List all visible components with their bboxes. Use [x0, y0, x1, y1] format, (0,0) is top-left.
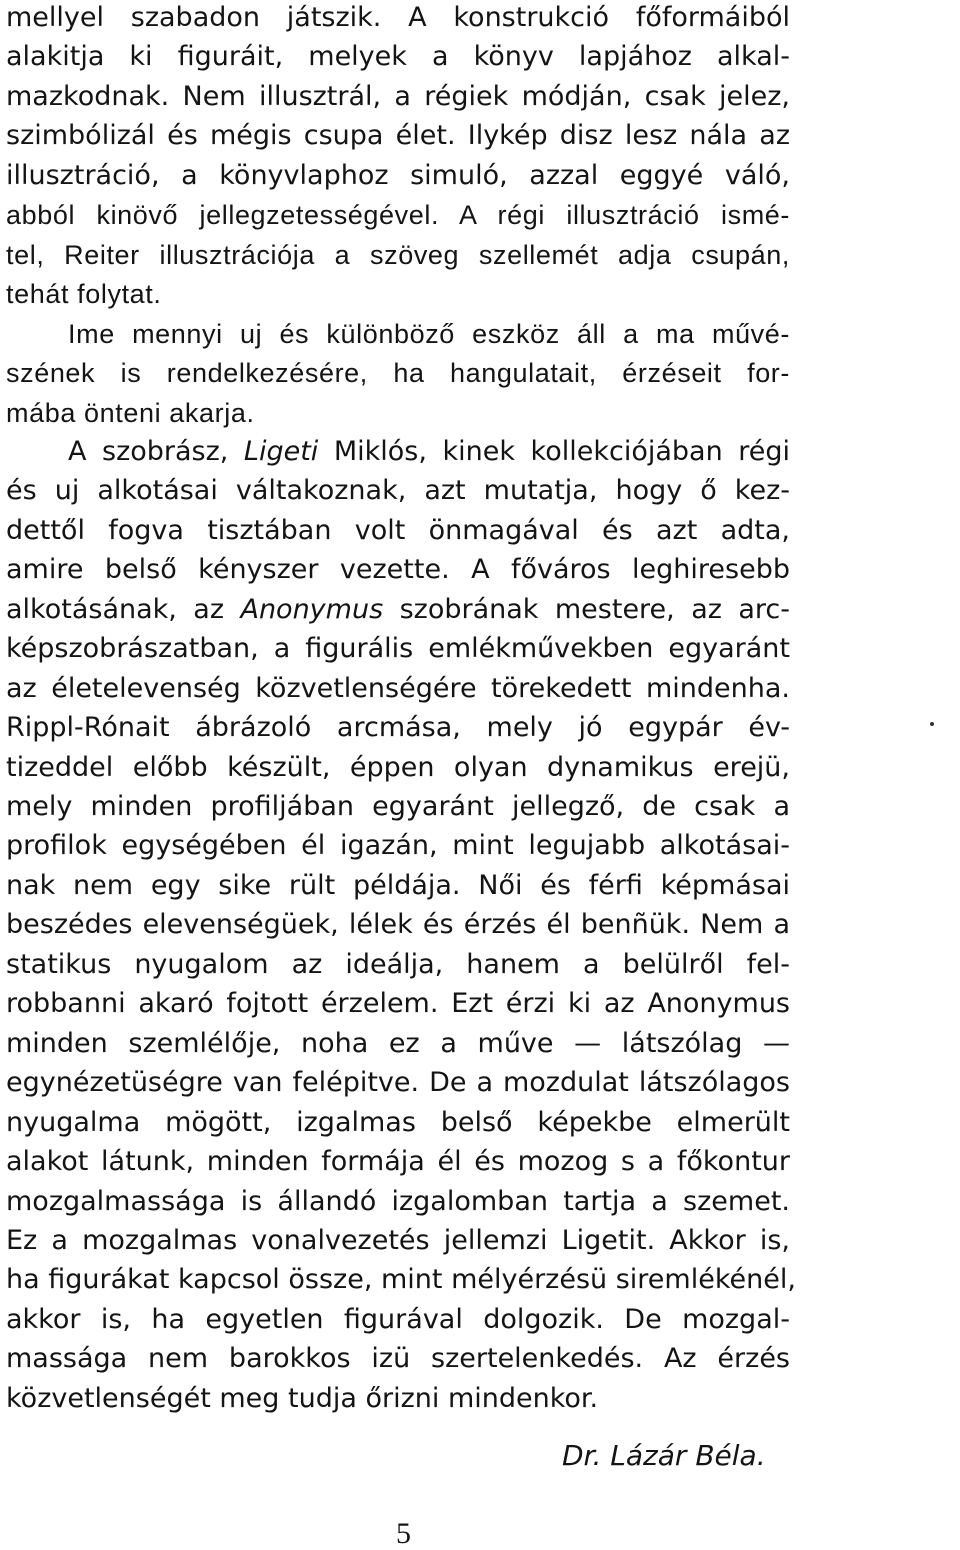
text-line: illusztráció, a könyvlaphoz simuló, azzal eggyé váló, [6, 159, 790, 191]
text-line: tehát folytat. [6, 279, 162, 310]
text-line: egynézetüségre van felépitve. De a mozdulat látszólagos [6, 1067, 790, 1099]
text-line: tel, Reiter illusztrációja a szöveg szellemét adja csupán, [6, 239, 790, 270]
page-number: 5 [396, 1517, 411, 1550]
text-line: nak nem egy sike rült példája. Női és férfi képmásai [6, 869, 790, 901]
text-line: akkor is, ha egyetlen figurával dolgozik. De mozgal- [6, 1303, 790, 1335]
text-line: nyugalma mögött, izgalmas belső képekbe elmerült [6, 1106, 790, 1138]
text-line: dettől fogva tisztában volt önmagával és azt adta, [6, 514, 790, 546]
italic-name: Ligeti [243, 435, 319, 467]
text-fragment: Miklós, kinek kollekciójában régi [318, 435, 790, 467]
text-line: képszobrászatban, a figurális emlékművekben egyaránt [6, 633, 790, 665]
text-line: massága nem barokkos izü szertelenkedés. Az érzés [6, 1343, 790, 1375]
text-line: közvetlenségét meg tudja őrizni mindenkor. [6, 1382, 599, 1414]
text-line: alakot látunk, minden formája él és mozog s a főkontur [6, 1146, 790, 1178]
text-line: szének is rendelkezésére, ha hangulatait, érzéseit for- [6, 358, 790, 389]
text-fragment: alkotásának, az [6, 593, 241, 625]
text-line: beszédes elevenségüek, lélek és érzés él benñük. Nem a [6, 909, 790, 941]
text-line: amire belső kényszer vezette. A főváros leghiresebb [6, 554, 790, 586]
text-line: tizeddel előbb készült, éppen olyan dynamikus erejü, [6, 751, 790, 783]
text-line: mozgalmassága is állandó izgalomban tartja a szemet. [6, 1185, 790, 1217]
text-line: ha figurákat kapcsol össze, mint mélyérzésü siremlékénél, [6, 1264, 796, 1296]
text-fragment: A szobrász, [68, 435, 244, 467]
text-line: minden szemlélője, noha ez a műve — látszólag — [6, 1027, 790, 1059]
text-line [68, 432, 790, 472]
italic-name: Anonymus [240, 593, 384, 625]
text-line: mazkodnak. Nem illusztrál, a régiek módján, csak jelez, [6, 80, 790, 112]
text-line: az életelevenség közvetlenségére törekedett mindenha. [6, 672, 790, 704]
text-line: szimbólizál és mégis csupa élet. Ilykép disz lesz nála az [6, 120, 790, 152]
paper-speck [930, 722, 934, 726]
text-line: mába önteni akarja. [6, 397, 255, 428]
text-line: mely minden profiljában egyaránt jellegző, de csak a [6, 791, 790, 822]
text-line: abból kinövő jellegzetességével. A régi illusztráció ismé- [6, 200, 790, 231]
text-line: Rippl-Rónait ábrázoló arcmása, mely jó egypár év- [6, 712, 790, 744]
text-line: mellyel szabadon játszik. A konstrukció főformáiból [6, 2, 790, 33]
text-line: Ez a mozgalmas vonalvezetés jellemzi Ligetit. Akkor is, [6, 1224, 790, 1256]
text-line: Ime mennyi uj és különböző eszköz áll a ma művé- [68, 318, 790, 349]
text-line [6, 590, 790, 630]
text-fragment: szobrának mestere, az arc- [383, 593, 790, 625]
text-line: és uj alkotásai váltakoznak, azt mutatja, hogy ő kez- [6, 475, 790, 507]
text-line: alakitja ki figuráit, melyek a könyv lapjához alkal- [6, 41, 790, 73]
text-line: statikus nyugalom az ideálja, hanem a belülről fel- [6, 948, 790, 980]
author-signature: Dr. Lázár Béla. [562, 1439, 766, 1472]
text-line: robbanni akaró fojtott érzelem. Ezt érzi ki az Anonymus [6, 988, 790, 1020]
text-line: profilok egységében él igazán, mint legujabb alkotásai- [6, 830, 790, 862]
